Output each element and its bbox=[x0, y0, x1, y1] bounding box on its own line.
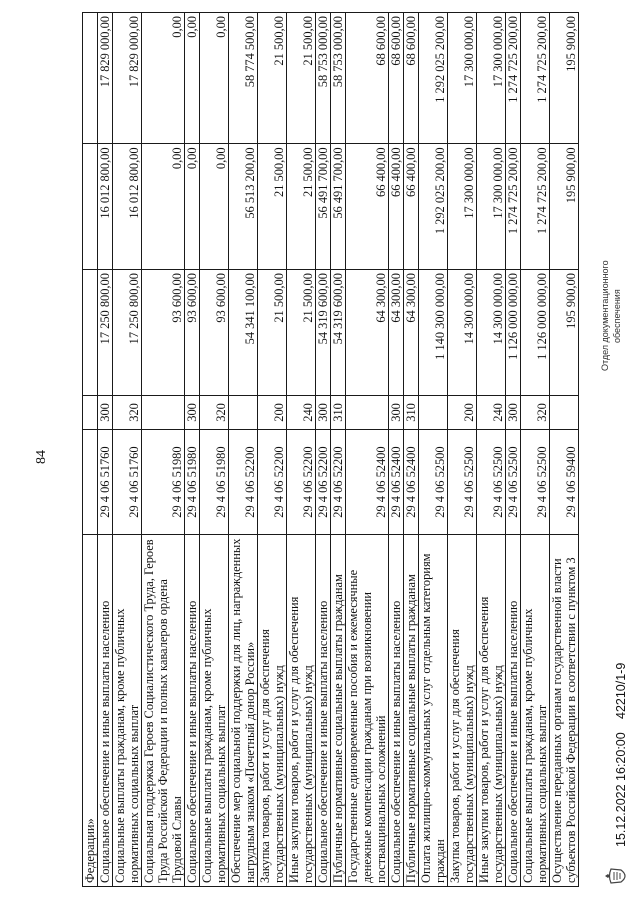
row-amount-2025-cell: 58 753 000,00 bbox=[331, 13, 346, 144]
row-amount-2024-cell: 21 500,00 bbox=[287, 144, 316, 270]
row-name-cell: Социальные выплаты гражданам, кроме публичных нормативных социальных выплат bbox=[113, 535, 142, 887]
row-name-cell: Обеспечение мер социальной поддержки для лиц, награжденных нагрудным знаком «Почетный донор России» bbox=[229, 535, 258, 887]
row-kcsr-cell: 29 4 06 51760 bbox=[113, 430, 142, 535]
row-expense-type-cell: 200 bbox=[258, 395, 287, 429]
row-amount-2024-cell: 16 012 800,00 bbox=[113, 144, 142, 270]
row-amount-2024-cell: 17 300 000,00 bbox=[448, 144, 477, 270]
row-amount-2023-cell: 64 300,00 bbox=[389, 270, 404, 396]
row-amount-2024-cell: 66 400,00 bbox=[389, 144, 404, 270]
row-amount-2024-cell: 17 300 000,00 bbox=[477, 144, 506, 270]
row-amount-2023-cell: 54 319 600,00 bbox=[316, 270, 331, 396]
row-expense-type-cell bbox=[550, 395, 579, 429]
table-row bbox=[521, 13, 550, 887]
row-amount-2023-cell: 14 300 000,00 bbox=[477, 270, 506, 396]
row-kcsr-cell: 29 4 06 51980 bbox=[200, 430, 229, 535]
row-amount-2025-cell: 1 274 725 200,00 bbox=[521, 13, 550, 144]
row-expense-type-cell bbox=[346, 395, 389, 429]
row-name-cell: Закупка товаров, работ и услуг для обеспечения государственных (муниципальных) нужд bbox=[448, 535, 477, 887]
row-amount-2024-cell: 1 292 025 200,00 bbox=[419, 144, 448, 270]
row-name-cell: Закупка товаров, работ и услуг для обеспечения государственных (муниципальных) нужд bbox=[258, 535, 287, 887]
table-row bbox=[229, 13, 258, 887]
row-expense-type-cell bbox=[83, 395, 98, 429]
row-amount-2025-cell: 17 829 000,00 bbox=[113, 13, 142, 144]
row-expense-type-cell: 310 bbox=[404, 395, 419, 429]
row-amount-2025-cell: 0,00 bbox=[200, 13, 229, 144]
row-kcsr-cell: 29 4 06 52400 bbox=[404, 430, 419, 535]
row-amount-2024-cell: 0,00 bbox=[200, 144, 229, 270]
department-stamp-line-2: обеспечения bbox=[612, 289, 622, 343]
row-name-cell: Социальное обеспечение и иные выплаты населению bbox=[506, 535, 521, 887]
row-amount-2023-cell: 1 126 000 000,00 bbox=[521, 270, 550, 396]
row-expense-type-cell: 320 bbox=[113, 395, 142, 429]
row-amount-2025-cell: 68 600,00 bbox=[404, 13, 419, 144]
row-amount-2023-cell: 54 319 600,00 bbox=[331, 270, 346, 396]
row-amount-2023-cell: 21 500,00 bbox=[258, 270, 287, 396]
row-amount-2025-cell: 68 600,00 bbox=[346, 13, 389, 144]
row-name-cell: Социальное обеспечение и иные выплаты населению bbox=[98, 535, 113, 887]
row-amount-2025-cell: 195 900,00 bbox=[550, 13, 579, 144]
row-expense-type-cell bbox=[142, 395, 185, 429]
row-expense-type-cell: 300 bbox=[98, 395, 113, 429]
row-kcsr-cell: 29 4 06 52500 bbox=[448, 430, 477, 535]
table-row bbox=[331, 13, 346, 887]
table-row bbox=[404, 13, 419, 887]
row-amount-2025-cell: 21 500,00 bbox=[287, 13, 316, 144]
row-amount-2025-cell: 17 300 000,00 bbox=[477, 13, 506, 144]
row-kcsr-cell: 29 4 06 52200 bbox=[229, 430, 258, 535]
row-amount-2024-cell: 21 500,00 bbox=[258, 144, 287, 270]
table-row bbox=[113, 13, 142, 887]
row-amount-2023-cell: 93 600,00 bbox=[185, 270, 200, 396]
row-kcsr-cell: 29 4 06 51760 bbox=[98, 430, 113, 535]
row-amount-2024-cell: 56 513 200,00 bbox=[229, 144, 258, 270]
footer-document-code: 42210/1-9 bbox=[614, 662, 628, 719]
row-amount-2024-cell: 56 491 700,00 bbox=[316, 144, 331, 270]
table-row bbox=[346, 13, 389, 887]
row-expense-type-cell bbox=[229, 395, 258, 429]
row-expense-type-cell: 300 bbox=[389, 395, 404, 429]
row-amount-2024-cell: 1 274 725 200,00 bbox=[506, 144, 521, 270]
row-amount-2023-cell: 17 250 800,00 bbox=[98, 270, 113, 396]
row-kcsr-cell: 29 4 06 51980 bbox=[185, 430, 200, 535]
row-name-cell: Осуществление переданных органам государственной власти субъектов Российской Федерации в соответствии с пунктом 3 bbox=[550, 535, 579, 887]
row-amount-2024-cell: 56 491 700,00 bbox=[331, 144, 346, 270]
budget-table bbox=[82, 12, 579, 887]
row-amount-2025-cell: 17 829 000,00 bbox=[98, 13, 113, 144]
row-expense-type-cell: 300 bbox=[185, 395, 200, 429]
row-kcsr-cell: 29 4 06 52200 bbox=[287, 430, 316, 535]
row-name-cell: Оплата жилищно-коммунальных услуг отдельным категориям граждан bbox=[419, 535, 448, 887]
row-amount-2024-cell: 0,00 bbox=[142, 144, 185, 270]
table-row bbox=[316, 13, 331, 887]
coat-of-arms-icon bbox=[604, 867, 630, 885]
row-kcsr-cell: 29 4 06 52500 bbox=[506, 430, 521, 535]
row-expense-type-cell: 320 bbox=[200, 395, 229, 429]
row-name-cell: Иные закупки товаров, работ и услуг для обеспечения государственных (муниципальных) нужд bbox=[477, 535, 506, 887]
table-row bbox=[200, 13, 229, 887]
row-amount-2024-cell: 16 012 800,00 bbox=[98, 144, 113, 270]
row-amount-2023-cell: 64 300,00 bbox=[404, 270, 419, 396]
row-kcsr-cell: 29 4 06 52200 bbox=[331, 430, 346, 535]
row-amount-2023-cell: 93 600,00 bbox=[142, 270, 185, 396]
table-row bbox=[83, 13, 98, 887]
table-row bbox=[506, 13, 521, 887]
row-name-cell: Социальные выплаты гражданам, кроме публичных нормативных социальных выплат bbox=[521, 535, 550, 887]
table-row bbox=[142, 13, 185, 887]
department-stamp-line-1: Отдел документационного bbox=[600, 260, 610, 371]
row-name-cell: Публичные нормативные социальные выплаты гражданам bbox=[331, 535, 346, 887]
row-kcsr-cell: 29 4 06 52500 bbox=[477, 430, 506, 535]
row-amount-2023-cell: 14 300 000,00 bbox=[448, 270, 477, 396]
row-kcsr-cell bbox=[83, 430, 98, 535]
row-amount-2025-cell: 21 500,00 bbox=[258, 13, 287, 144]
row-name-cell: Социальное обеспечение и иные выплаты населению bbox=[185, 535, 200, 887]
row-name-cell: Социальные выплаты гражданам, кроме публичных нормативных социальных выплат bbox=[200, 535, 229, 887]
row-amount-2023-cell: 1 140 300 000,00 bbox=[419, 270, 448, 396]
row-amount-2023-cell: 195 900,00 bbox=[550, 270, 579, 396]
row-amount-2024-cell: 195 900,00 bbox=[550, 144, 579, 270]
row-amount-2023-cell: 93 600,00 bbox=[200, 270, 229, 396]
row-kcsr-cell: 29 4 06 59400 bbox=[550, 430, 579, 535]
row-amount-2024-cell: 0,00 bbox=[185, 144, 200, 270]
row-amount-2024-cell bbox=[83, 144, 98, 270]
row-amount-2025-cell: 58 753 000,00 bbox=[316, 13, 331, 144]
row-expense-type-cell: 200 bbox=[448, 395, 477, 429]
table-row bbox=[389, 13, 404, 887]
table-row bbox=[477, 13, 506, 887]
row-amount-2023-cell: 64 300,00 bbox=[346, 270, 389, 396]
row-amount-2023-cell bbox=[83, 270, 98, 396]
page-number: 84 bbox=[34, 450, 49, 464]
row-amount-2025-cell bbox=[83, 13, 98, 144]
table-row bbox=[419, 13, 448, 887]
row-kcsr-cell: 29 4 06 52200 bbox=[316, 430, 331, 535]
row-name-cell: Социальная поддержка Героев Социалистического Труда, Героев Труда Российской Федерации и полных кавалеров ордена Трудовой Славы bbox=[142, 535, 185, 887]
row-amount-2025-cell: 0,00 bbox=[142, 13, 185, 144]
table-row bbox=[287, 13, 316, 887]
row-expense-type-cell: 240 bbox=[287, 395, 316, 429]
budget-table-body bbox=[83, 13, 579, 887]
table-row bbox=[98, 13, 113, 887]
row-name-cell: Публичные нормативные социальные выплаты гражданам bbox=[404, 535, 419, 887]
row-expense-type-cell: 310 bbox=[331, 395, 346, 429]
row-amount-2024-cell: 66 400,00 bbox=[346, 144, 389, 270]
row-amount-2023-cell: 1 126 000 000,00 bbox=[506, 270, 521, 396]
row-amount-2024-cell: 1 274 725 200,00 bbox=[521, 144, 550, 270]
row-amount-2025-cell: 1 274 725 200,00 bbox=[506, 13, 521, 144]
row-amount-2025-cell: 58 774 500,00 bbox=[229, 13, 258, 144]
row-kcsr-cell: 29 4 06 52400 bbox=[389, 430, 404, 535]
row-name-cell: Социальное обеспечение и иные выплаты населению bbox=[316, 535, 331, 887]
table-row bbox=[258, 13, 287, 887]
row-amount-2025-cell: 1 292 025 200,00 bbox=[419, 13, 448, 144]
row-kcsr-cell: 29 4 06 52400 bbox=[346, 430, 389, 535]
row-amount-2023-cell: 17 250 800,00 bbox=[113, 270, 142, 396]
footer-date: 15.12.2022 16:20:00 bbox=[614, 732, 628, 847]
table-row bbox=[448, 13, 477, 887]
row-kcsr-cell: 29 4 06 51980 bbox=[142, 430, 185, 535]
row-amount-2024-cell: 66 400,00 bbox=[404, 144, 419, 270]
row-name-cell: Социальное обеспечение и иные выплаты населению bbox=[389, 535, 404, 887]
row-kcsr-cell: 29 4 06 52500 bbox=[521, 430, 550, 535]
row-amount-2025-cell: 68 600,00 bbox=[389, 13, 404, 144]
row-expense-type-cell: 240 bbox=[477, 395, 506, 429]
row-amount-2023-cell: 21 500,00 bbox=[287, 270, 316, 396]
row-kcsr-cell: 29 4 06 52200 bbox=[258, 430, 287, 535]
row-name-cell: Федерации» bbox=[83, 535, 98, 887]
row-expense-type-cell: 300 bbox=[506, 395, 521, 429]
table-row bbox=[550, 13, 579, 887]
row-expense-type-cell: 320 bbox=[521, 395, 550, 429]
row-name-cell: Иные закупки товаров, работ и услуг для обеспечения государственных (муниципальных) нужд bbox=[287, 535, 316, 887]
row-expense-type-cell: 300 bbox=[316, 395, 331, 429]
row-name-cell: Государственные единовременные пособия и ежемесячные денежные компенсации гражданам при возникновении поствакцинальных осложнений bbox=[346, 535, 389, 887]
row-amount-2025-cell: 0,00 bbox=[185, 13, 200, 144]
page-footer bbox=[600, 11, 634, 891]
row-expense-type-cell bbox=[419, 395, 448, 429]
row-amount-2025-cell: 17 300 000,00 bbox=[448, 13, 477, 144]
row-kcsr-cell: 29 4 06 52500 bbox=[419, 430, 448, 535]
row-amount-2023-cell: 54 341 100,00 bbox=[229, 270, 258, 396]
table-row bbox=[185, 13, 200, 887]
